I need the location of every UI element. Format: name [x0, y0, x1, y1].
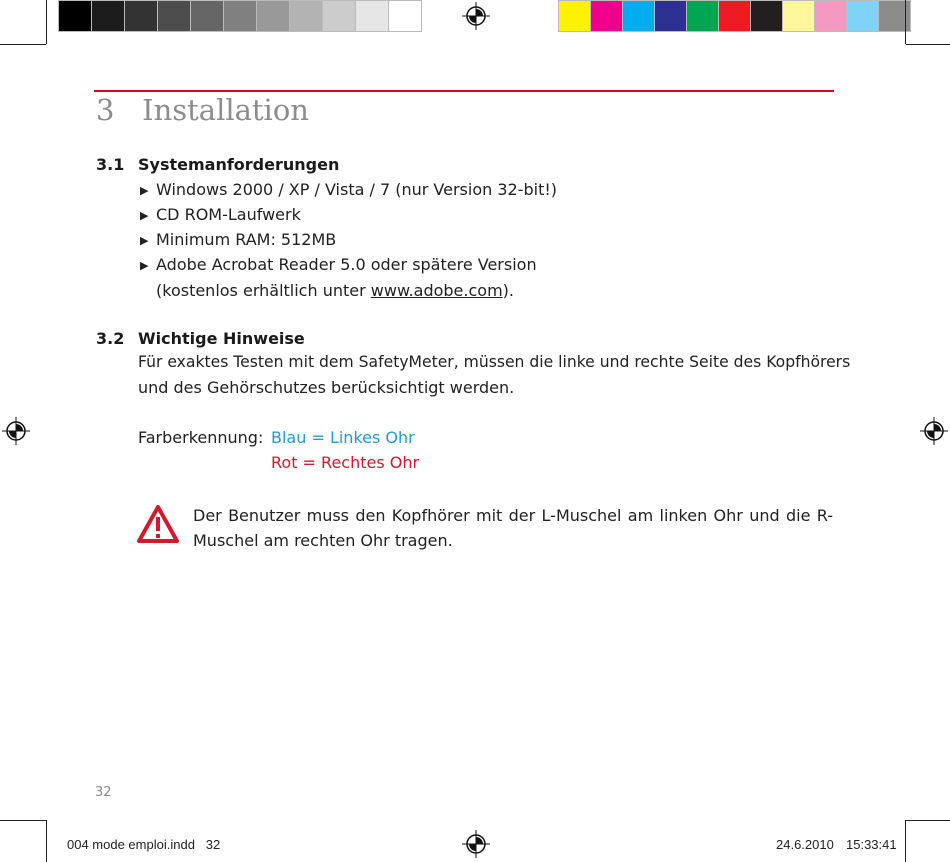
- chapter-number: 3: [96, 93, 115, 127]
- crop-mark-bottom-left-h: [0, 820, 46, 821]
- color-swatch: [91, 0, 125, 32]
- color-swatch: [590, 0, 623, 32]
- color-swatch: [190, 0, 224, 32]
- chapter-title: Installation: [142, 93, 309, 127]
- color-swatch: [388, 0, 422, 32]
- paragraph-line: und des Gehörschutzes berücksichtigt werden.: [138, 378, 515, 397]
- color-swatch: [58, 0, 92, 32]
- bullet-icon: ▶: [140, 234, 149, 247]
- registration-mark-icon: [462, 830, 490, 858]
- color-swatch: [157, 0, 191, 32]
- registration-mark-icon: [462, 2, 490, 30]
- color-swatch: [322, 0, 356, 32]
- red-legend: Rot = Rechtes Ohr: [271, 453, 420, 472]
- bullet-icon: ▶: [140, 209, 149, 222]
- section-title: Systemanforderungen: [138, 155, 340, 174]
- footer-date: 24.6.2010: [776, 837, 834, 852]
- color-swatch: [622, 0, 655, 32]
- footer-time: 15:33:41: [846, 837, 897, 852]
- warning-triangle-icon: [136, 504, 180, 544]
- adobe-link[interactable]: www.adobe.com: [370, 281, 503, 300]
- color-swatch: [846, 0, 879, 32]
- list-item: ▶ Windows 2000 / XP / Vista / 7 (nur Version 32-bit!): [140, 180, 558, 199]
- list-item-note: (kostenlos erhältlich unter www.adobe.com).: [156, 281, 514, 300]
- crop-mark-bottom-right-v: [905, 820, 906, 862]
- registration-mark-icon: [920, 417, 948, 445]
- crop-mark-bottom-right-h: [906, 820, 950, 821]
- color-swatch: [686, 0, 719, 32]
- list-item: ▶ Adobe Acrobat Reader 5.0 oder spätere Version: [140, 255, 537, 274]
- color-swatch: [718, 0, 751, 32]
- list-item: ▶ Minimum RAM: 512MB: [140, 230, 337, 249]
- section-heading-3-2: [96, 329, 305, 348]
- section-number: 3.1: [96, 155, 125, 174]
- color-swatch: [814, 0, 847, 32]
- color-bar: [558, 0, 910, 32]
- section-heading-3-1: [96, 155, 339, 174]
- crop-mark-bottom-left-v: [46, 820, 47, 862]
- warning-text: Der Benutzer muss den Kopfhörer mit der L-Muschel am linken Ohr und die R-Muschel am rechten Ohr tragen.: [193, 506, 833, 550]
- footer-file: 004 mode emploi.indd 32: [67, 837, 221, 852]
- color-swatch: [124, 0, 158, 32]
- title-rule: [94, 90, 834, 92]
- color-swatch: [878, 0, 911, 32]
- crop-mark-top-left-h: [0, 44, 46, 45]
- page-number: 32: [95, 785, 112, 800]
- blue-legend: Blau = Linkes Ohr: [271, 428, 415, 447]
- grayscale-bar: [58, 0, 421, 32]
- list-item: ▶ CD ROM-Laufwerk: [140, 205, 301, 224]
- color-swatch: [558, 0, 591, 32]
- color-swatch: [782, 0, 815, 32]
- section-number: 3.2: [96, 329, 125, 348]
- registration-mark-icon: [2, 417, 30, 445]
- color-swatch: [256, 0, 290, 32]
- color-swatch: [355, 0, 389, 32]
- crop-mark-top-right-v: [905, 0, 906, 44]
- crop-mark-top-left-v: [46, 0, 47, 44]
- paragraph-line: Für exaktes Testen mit dem SafetyMeter, müssen die linke und rechte Seite des Kopfhörers: [138, 353, 851, 371]
- color-swatch: [223, 0, 257, 32]
- color-label: Farberkennung:: [138, 428, 264, 447]
- color-swatch: [654, 0, 687, 32]
- chapter-heading: [96, 93, 309, 127]
- section-title: Wichtige Hinweise: [138, 329, 305, 348]
- crop-mark-top-right-h: [906, 44, 950, 45]
- color-swatch: [750, 0, 783, 32]
- bullet-icon: ▶: [140, 259, 149, 272]
- bullet-icon: ▶: [140, 184, 149, 197]
- color-swatch: [289, 0, 323, 32]
